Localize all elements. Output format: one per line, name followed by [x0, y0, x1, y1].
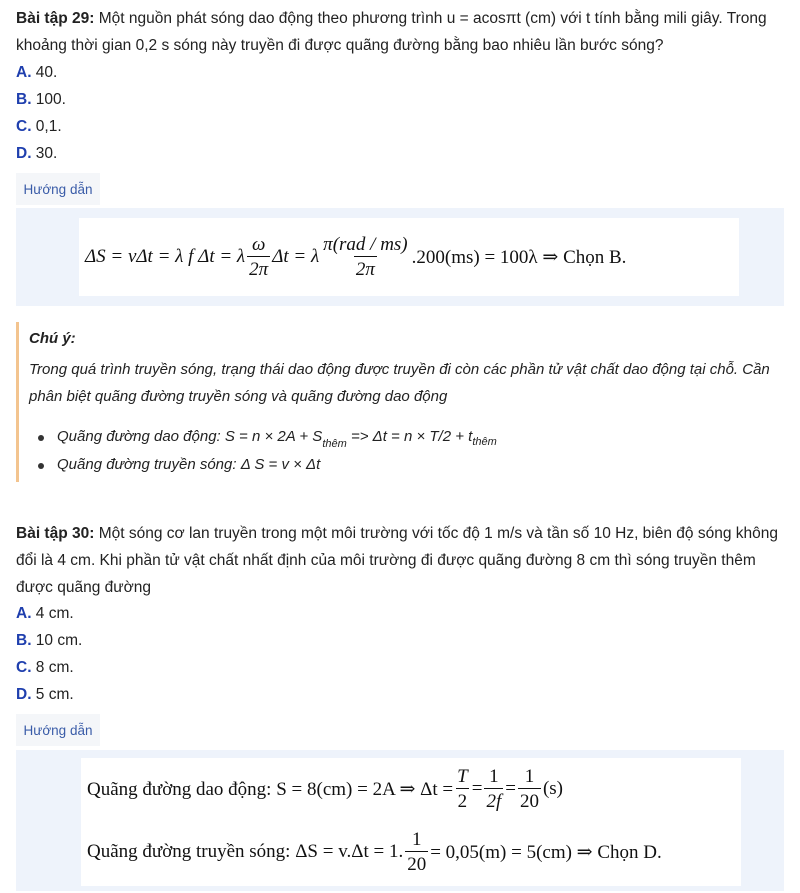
- option-letter: D.: [16, 145, 32, 162]
- option-text: 100.: [31, 91, 66, 108]
- option-letter: B.: [16, 91, 32, 108]
- frac-den: 20: [518, 788, 541, 811]
- note-item-oscillation-distance: [29, 423, 497, 451]
- q29-solution-formula: [79, 218, 739, 296]
- frac-den: 2π: [247, 256, 270, 279]
- question-29-body: Một nguồn phát sóng dao động theo phương trình u = acosπt (cm) với t tính bằng mili giây. Trong khoảng thời gian 0,2 s sóng này truyền đi được quãng đường bằng bao nhiêu lần bước sóng?: [16, 10, 767, 54]
- note-list: [29, 423, 497, 479]
- subscript: thêm: [472, 436, 497, 448]
- note-body: Trong quá trình truyền sóng, trạng thái dao động được truyền đi còn các phần tử vật chất dao động tại chỗ. Cần phân biệt quãng đường truyền sóng và quãng đường dao động: [29, 361, 770, 405]
- note-box: [16, 322, 789, 482]
- q30-formula-line-1: [87, 760, 563, 818]
- fraction-omega: [247, 235, 270, 279]
- question-30-label: Bài tập 30:: [16, 525, 95, 542]
- frac-num: 1: [411, 829, 422, 850]
- frac-num: T: [457, 766, 468, 787]
- note-item-text: Quãng đường dao động: S = n × 2A + S: [57, 428, 323, 445]
- frac-den: 2f: [484, 788, 503, 811]
- note-item-propagation-distance: [29, 451, 497, 479]
- option-letter: C.: [16, 659, 32, 676]
- formula-text: Quãng đường dao động: S = 8(cm) = 2A ⇒ Δt =: [87, 778, 454, 800]
- formula-lhs: ΔS = vΔt = λ f Δt = λ: [85, 246, 246, 267]
- equals-sign: =: [505, 778, 516, 799]
- frac-num: 1: [524, 766, 535, 787]
- q29-guide-button[interactable]: Hướng dẫn: [16, 173, 100, 205]
- question-30-text: [16, 520, 786, 601]
- fraction-1-over-20: [405, 830, 428, 874]
- formula-rhs: .200(ms) = 100λ ⇒ Chọn B.: [411, 246, 627, 268]
- option-letter: B.: [16, 632, 32, 649]
- option-letter: A.: [16, 605, 32, 622]
- question-29-text: [16, 5, 786, 59]
- option-text: 4 cm.: [31, 605, 74, 622]
- q30-option-a[interactable]: [16, 603, 74, 625]
- frac-den: 2π: [354, 256, 377, 279]
- fraction-pi-rad-ms: [321, 235, 409, 279]
- option-letter: C.: [16, 118, 32, 135]
- frac-den: 2: [456, 788, 470, 811]
- fraction-t-over-2: [455, 767, 470, 811]
- frac-num: 1: [489, 766, 499, 787]
- formula-unit: (s): [542, 778, 563, 799]
- frac-num: π(rad / ms): [323, 234, 408, 255]
- question-30-body: Một sóng cơ lan truyền trong một môi trường với tốc độ 1 m/s và tần số 10 Hz, biên độ sóng không đổi là 4 cm. Khi phần tử vật chất nhất định của môi trường đi được quãng đường 8 cm thì sóng truyền thêm được quãng đường: [16, 525, 778, 596]
- q29-option-d[interactable]: [16, 143, 57, 165]
- q29-solution-panel: [16, 208, 784, 306]
- note-item-text: Quãng đường truyền sóng: Δ S = v × Δt: [57, 456, 321, 473]
- formula-mid: Δt = λ: [272, 246, 320, 267]
- formula-text: Quãng đường truyền sóng: ΔS = v.Δt = 1.: [87, 841, 404, 862]
- fraction-1-over-2f: [484, 767, 503, 811]
- option-text: 10 cm.: [31, 632, 83, 649]
- option-text: 30.: [31, 145, 58, 162]
- option-text: 8 cm.: [31, 659, 74, 676]
- fraction-1-over-20: [518, 767, 541, 811]
- subscript: thêm: [322, 438, 347, 450]
- q30-option-c[interactable]: [16, 657, 74, 679]
- frac-den: 20: [405, 851, 428, 874]
- option-letter: A.: [16, 64, 32, 81]
- note-title: Chú ý:: [29, 330, 76, 347]
- q30-solution-panel: [16, 750, 784, 891]
- q29-formula-line: [85, 218, 626, 296]
- formula-text: = 0,05(m) = 5(cm) ⇒ Chọn D.: [430, 841, 662, 863]
- q30-option-d[interactable]: [16, 684, 74, 706]
- q30-option-b[interactable]: [16, 630, 82, 652]
- q29-option-b[interactable]: [16, 89, 66, 111]
- option-letter: D.: [16, 686, 32, 703]
- note-item-text: => Δt = n × T/2 + t: [346, 428, 473, 445]
- q29-option-c[interactable]: [16, 116, 62, 138]
- option-text: 0,1.: [31, 118, 62, 135]
- option-text: 5 cm.: [31, 686, 74, 703]
- q30-solution-formula: [81, 758, 741, 886]
- frac-num: ω: [251, 234, 266, 255]
- q30-guide-button[interactable]: Hướng dẫn: [16, 714, 100, 746]
- q30-formula-line-2: [87, 822, 662, 882]
- question-29-label: Bài tập 29:: [16, 10, 95, 27]
- q29-option-a[interactable]: [16, 62, 57, 84]
- option-text: 40.: [31, 64, 58, 81]
- equals-sign: =: [471, 778, 483, 799]
